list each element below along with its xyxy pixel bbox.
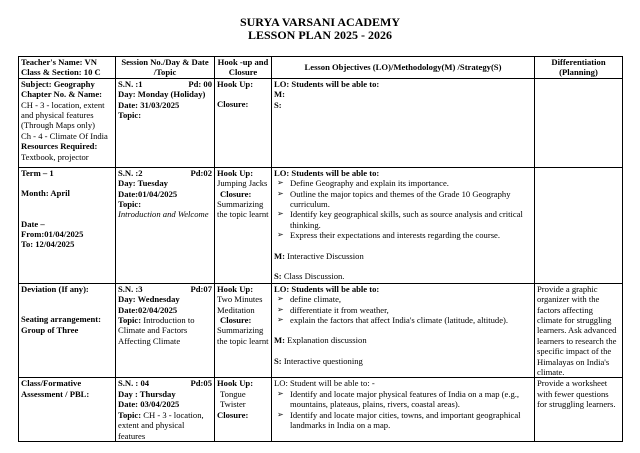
objectives-list bbox=[274, 389, 532, 431]
table-header-row bbox=[19, 57, 623, 79]
school-name: SURYA VARSANI ACADEMY bbox=[239, 15, 401, 29]
session-cell: S.N. :3 Pd:07 Day: Wednesday Date:02/04/2025 Topic: Introduction to Climate and Factors Affecting Climate bbox=[116, 283, 215, 378]
list-item: ➢ Identify key geographical skills, such as source analysis and critical thinking. bbox=[274, 209, 532, 230]
session-cell: S.N. : 04 Pd:05 Day : Thursday Date: 03/04/2025 Topic: CH - 3 - location, extent and physical features bbox=[116, 378, 215, 441]
differentiation-cell: Provide a worksheet with fewer questions for struggling learners. bbox=[535, 378, 623, 441]
hook-cell: Hook Up: Closure: bbox=[215, 78, 272, 167]
table-row bbox=[19, 283, 623, 378]
hook-header: Hook -up and Closure bbox=[215, 57, 272, 79]
differentiation-cell bbox=[535, 167, 623, 283]
session-cell: S.N. :2 Pd:02 Day: Tuesday Date:01/04/2025 Topic: Introduction and Welcome bbox=[116, 167, 215, 283]
lesson-plan-title: LESSON PLAN 2025 - 2026 bbox=[247, 28, 393, 42]
term-cell: Term – 1 Month: April Date – From:01/04/2025 To: 12/04/2025 bbox=[19, 167, 116, 283]
list-item: ➢ define climate, bbox=[274, 294, 532, 304]
hook-cell: Hook Up: Two Minutes Meditation Closure: Summarizing the topic learnt bbox=[215, 283, 272, 378]
differentiation-header: Differentiation (Planning) bbox=[535, 57, 623, 79]
differentiation-cell bbox=[535, 78, 623, 167]
hook-cell: Hook Up: Tongue Twister Closure: bbox=[215, 378, 272, 441]
differentiation-cell: Provide a graphic organizer with the factors affecting climate for struggling learners. Ask advanced learners to research the specific impact of the Himalayas on India's climate. bbox=[535, 283, 623, 378]
table-row bbox=[19, 378, 623, 441]
list-item: ➢ Outline the major topics and themes of the Grade 10 Geography curriculum. bbox=[274, 189, 532, 210]
objectives-cell: LO: Students will be able to: ➢ define climate, ➢ differentiate it from weather, ➢ explain the factors that affect India's climate (latitude, altitude). M: Explanation discussion S: Interactive questioning bbox=[272, 283, 535, 378]
session-cell: S.N. :1 Pd: 00 Day: Monday (Holiday) Date: 31/03/2025 Topic: bbox=[116, 78, 215, 167]
list-item: ➢ differentiate it from weather, bbox=[274, 305, 532, 315]
list-item: ➢ explain the factors that affect India's climate (latitude, altitude). bbox=[274, 315, 532, 325]
list-item: ➢ Identify and locate major physical features of India on a map (e.g., mountains, plateaus, plains, rivers, coastal areas). bbox=[274, 389, 532, 410]
teacher-header: Teacher's Name: VN Class & Section: 10 C bbox=[19, 57, 116, 79]
list-item: ➢ Express their expectations and interests regarding the course. bbox=[274, 230, 532, 240]
hook-cell: Hook Up: Jumping Jacks Closure: Summarizing the topic learnt bbox=[215, 167, 272, 283]
lesson-plan-table bbox=[18, 56, 623, 442]
deviation-cell: Deviation (If any): Seating arrangement: Group of Three bbox=[19, 283, 116, 378]
objectives-cell: LO: Student will be able to: - ➢ Identify and locate major physical features of India on a map (e.g., mountains, plateaus, plains, rivers, coastal areas). ➢ Identify and locate major cities, towns, and important geographical landmarks in India on a map. bbox=[272, 378, 535, 441]
list-item: ➢ Define Geography and explain its importance. bbox=[274, 178, 532, 188]
objectives-header: Lesson Objectives (LO)/Methodology(M) /Strategy(S) bbox=[272, 57, 535, 79]
list-item: ➢ Identify and locate major cities, towns, and important geographical landmarks in India on a map. bbox=[274, 410, 532, 431]
session-header: Session No./Day & Date /Topic bbox=[116, 57, 215, 79]
objectives-cell: LO: Students will be able to: M: S: bbox=[272, 78, 535, 167]
objectives-list bbox=[274, 294, 532, 325]
table-row bbox=[19, 78, 623, 167]
objectives-cell: LO: Students will be able to: ➢ Define Geography and explain its importance. ➢ Outline the major topics and themes of the Grade 10 Geography curriculum. ➢ Identify key geographical skills, such as source analysis and critical thinking. ➢ Express their expectations and interests regarding the course. M: Interactive Discussion S: Class Discussion. bbox=[272, 167, 535, 283]
subject-cell: Subject: Geography Chapter No. & Name: CH - 3 - location, extent and physical features (Through Maps only) Ch - 4 - Climate Of India Resources Required: Textbook, projector bbox=[19, 78, 116, 167]
table-row bbox=[19, 167, 623, 283]
objectives-list bbox=[274, 178, 532, 240]
assessment-cell: Class/Formative Assessment / PBL: bbox=[19, 378, 116, 441]
